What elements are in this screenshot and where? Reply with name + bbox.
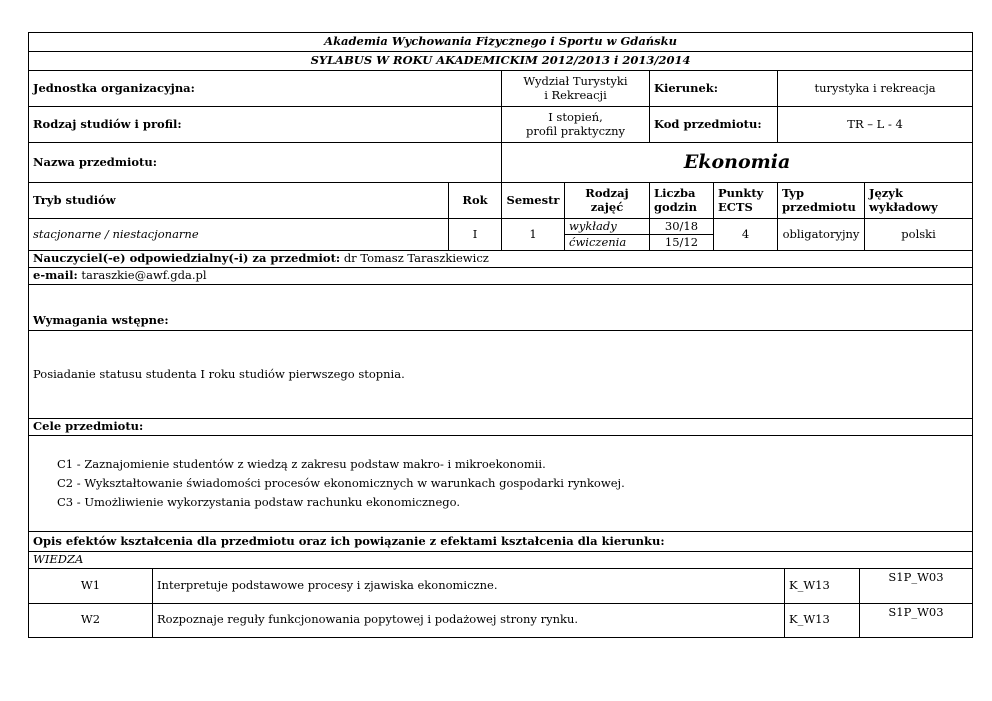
year-value: I bbox=[449, 219, 502, 251]
requirements-text: Posiadanie statusu studenta I roku studiów pierwszego stopnia. bbox=[29, 331, 973, 419]
goal-c3: C3 - Umożliwienie wykorzystania podstaw rachunku ekonomicznego. bbox=[57, 495, 461, 509]
outcomes-label: Opis efektów kształcenia dla przedmiotu oraz ich powiązanie z efektami kształcenia dla kierunku: bbox=[29, 532, 973, 552]
outcome-description: Interpretuje podstawowe procesy i zjawiska ekonomiczne. bbox=[153, 569, 785, 603]
study-type-value bbox=[502, 107, 650, 143]
unit-label: Jednostka organizacyjna: bbox=[29, 71, 502, 107]
class-type-lectures: wykłady bbox=[565, 219, 650, 235]
requirements-label: Wymagania wstępne: bbox=[29, 285, 973, 331]
type-header-line1: Typ bbox=[782, 185, 805, 200]
hours-exercises: 15/12 bbox=[650, 235, 714, 251]
study-type-line2: profil praktyczny bbox=[526, 123, 625, 138]
hours-lectures: 30/18 bbox=[650, 219, 714, 235]
ects-header-line2: ECTS bbox=[718, 199, 753, 214]
goals-label: Cele przedmiotu: bbox=[29, 419, 973, 436]
class-type-header: Rodzaj zajęć bbox=[565, 183, 650, 219]
study-type-label: Rodzaj studiów i profil: bbox=[29, 107, 502, 143]
course-code-value: TR – L - 4 bbox=[778, 107, 973, 143]
language-value: polski bbox=[865, 219, 973, 251]
outcome-description: Rozpoznaje reguły funkcjonowania popytowej i podażowej strony rynku. bbox=[153, 603, 785, 637]
course-code-label: Kod przedmiotu: bbox=[650, 107, 778, 143]
outcome-row bbox=[29, 569, 973, 603]
study-type-line1: I stopień, bbox=[548, 109, 603, 124]
year-header: Rok bbox=[449, 183, 502, 219]
language-header bbox=[865, 183, 973, 219]
goal-c1: C1 - Zaznajomienie studentów z wiedzą z zakresu podstaw makro- i mikroekonomii. bbox=[57, 457, 546, 471]
study-mode-value: stacjonarne / niestacjonarne bbox=[29, 219, 449, 251]
outcome-row bbox=[29, 603, 973, 637]
outcome-code: W1 bbox=[29, 569, 153, 603]
hours-header-line1: Liczba bbox=[654, 185, 696, 200]
teacher-value: dr Tomasz Taraszkiewicz bbox=[343, 251, 489, 266]
ects-value: 4 bbox=[714, 219, 778, 251]
outcome-direction-effect: K_W13 bbox=[785, 569, 860, 603]
semester-value: 1 bbox=[502, 219, 565, 251]
type-header-line2: przedmiotu bbox=[782, 199, 856, 214]
syllabus-table bbox=[28, 32, 973, 569]
subject-name-value: Ekonomia bbox=[502, 143, 973, 183]
direction-value: turystyka i rekreacja bbox=[778, 71, 973, 107]
outcome-code: W2 bbox=[29, 603, 153, 637]
teacher-row bbox=[29, 251, 973, 268]
outcome-area-effect: S1P_W03 bbox=[860, 569, 973, 603]
unit-value-line1: Wydział Turystyki bbox=[523, 73, 628, 88]
subject-name-label: Nazwa przedmiotu: bbox=[29, 143, 502, 183]
email-value: taraszkie@awf.gda.pl bbox=[81, 268, 207, 283]
institution-title: Akademia Wychowania Fizycznego i Sportu w Gdańsku bbox=[29, 33, 973, 52]
goals-list bbox=[29, 436, 973, 532]
type-header bbox=[778, 183, 865, 219]
syllabus-subtitle: SYLABUS W ROKU AKADEMICKIM 2012/2013 i 2013/2014 bbox=[29, 52, 973, 71]
hours-header-line2: godzin bbox=[654, 199, 698, 214]
semester-header: Semestr bbox=[502, 183, 565, 219]
class-type-exercises: ćwiczenia bbox=[565, 235, 650, 251]
type-value: obligatoryjny bbox=[778, 219, 865, 251]
ects-header-line1: Punkty bbox=[718, 185, 764, 200]
ects-header bbox=[714, 183, 778, 219]
mode-header: Tryb studiów bbox=[29, 183, 449, 219]
email-row bbox=[29, 268, 973, 285]
outcome-direction-effect: K_W13 bbox=[785, 603, 860, 637]
unit-value bbox=[502, 71, 650, 107]
outcomes-category: WIEDZA bbox=[29, 552, 973, 569]
outcomes-table bbox=[28, 569, 973, 638]
unit-value-line2: i Rekreacji bbox=[544, 87, 607, 102]
hours-header bbox=[650, 183, 714, 219]
direction-label: Kierunek: bbox=[650, 71, 778, 107]
email-label: e-mail: bbox=[33, 268, 78, 283]
syllabus-document bbox=[28, 32, 972, 638]
language-header-line2: wykładowy bbox=[869, 199, 938, 214]
goal-c2: C2 - Wykształtowanie świadomości procesów ekonomicznych w warunkach gospodarki rynkowej. bbox=[57, 476, 625, 490]
teacher-label: Nauczyciel(-e) odpowiedzialny(-i) za przedmiot: bbox=[33, 251, 341, 266]
outcome-area-effect: S1P_W03 bbox=[860, 603, 973, 637]
language-header-line1: Język bbox=[869, 185, 903, 200]
